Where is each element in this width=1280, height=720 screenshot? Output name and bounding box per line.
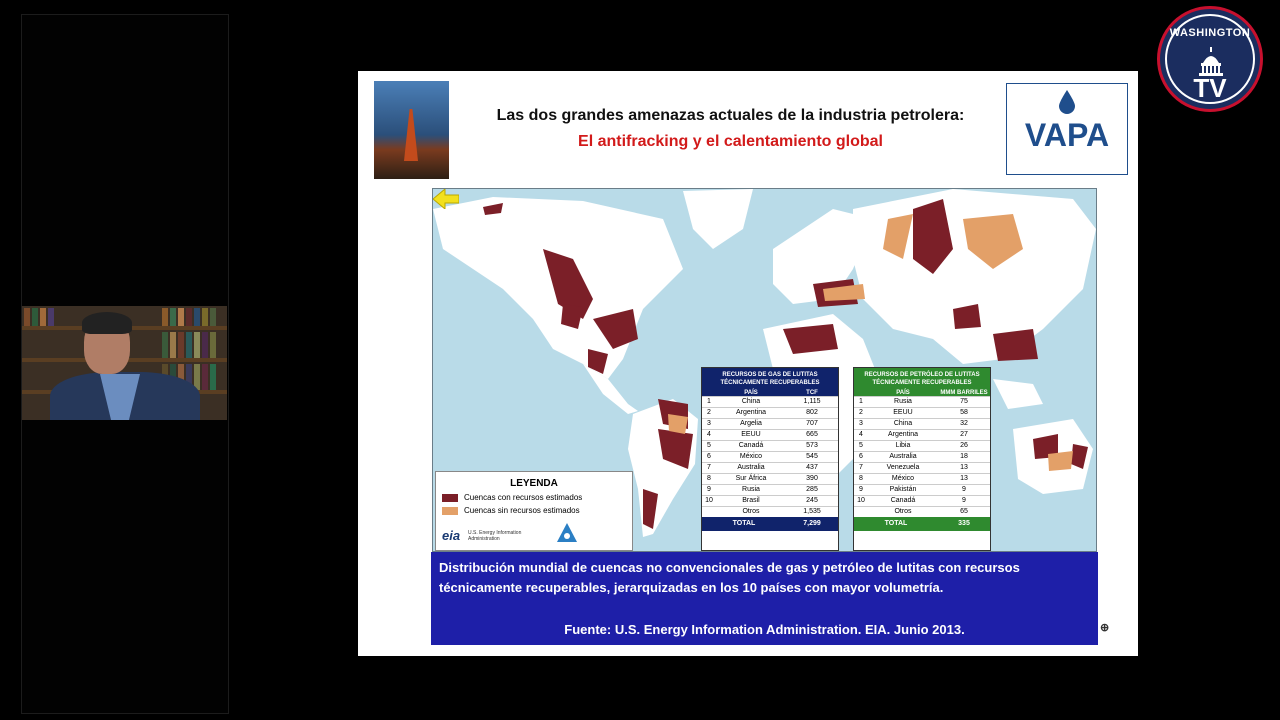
table-cell-value: 9	[962, 486, 966, 493]
books	[162, 332, 216, 358]
total-value: 7,299	[803, 520, 821, 527]
table-cell-value: 27	[960, 431, 968, 438]
arrow-left-icon	[433, 189, 459, 209]
table-cell-value: 390	[806, 475, 818, 482]
legend-item	[442, 506, 632, 515]
table-row	[702, 462, 838, 473]
table-cell-country: México	[891, 475, 915, 482]
vapa-logo	[1006, 83, 1128, 175]
table-cell-rank: 9	[859, 486, 863, 493]
table-cell-value: 75	[960, 398, 968, 405]
table-cell-rank: 6	[707, 453, 711, 460]
column-value: MMM BARRILES	[940, 390, 988, 396]
table-cell-country: Otros	[742, 508, 760, 515]
table-row	[854, 451, 990, 462]
table-cell-value: 9	[962, 497, 966, 504]
table-cell-rank: 10	[705, 497, 713, 504]
table-total-row	[854, 517, 990, 531]
legend-label: Cuencas con recursos estimados	[464, 493, 583, 502]
column-country: PAÍS	[744, 390, 758, 396]
table-cell-country: EEUU	[893, 409, 913, 416]
table-row	[702, 473, 838, 484]
book-cover-image	[374, 81, 449, 179]
table-row	[854, 495, 990, 506]
table-cell-rank: 6	[859, 453, 863, 460]
logo-name: WASHINGTON	[1169, 27, 1251, 39]
slide-caption: Distribución mundial de cuencas no convencionales de gas y petróleo de lutitas con recursos técnicamente recuperables, jerarquizadas en los 10 países con mayor volumetría.	[439, 560, 1020, 595]
table-column-headers	[854, 390, 990, 396]
books	[24, 308, 54, 326]
legend-title: LEYENDA	[510, 478, 558, 489]
table-cell-country: Rusia	[742, 486, 760, 493]
table-cell-country: Brasil	[742, 497, 760, 504]
table-cell-country: Argelia	[740, 420, 762, 427]
legend-swatch-estimated	[442, 494, 458, 502]
table-row	[702, 506, 838, 517]
total-label: TOTAL	[884, 520, 908, 527]
total-value: 335	[958, 520, 970, 527]
table-row	[702, 407, 838, 418]
table-row	[854, 462, 990, 473]
table-cell-country: Canadá	[738, 442, 764, 449]
table-cell-rank: 1	[859, 398, 863, 405]
column-value: TCF	[806, 390, 818, 396]
table-cell-value: 802	[806, 409, 818, 416]
table-row	[702, 484, 838, 495]
table-cell-country: Australia	[889, 453, 917, 460]
table-cell-value: 245	[806, 497, 818, 504]
table-row	[702, 451, 838, 462]
ministry-logo-icon	[556, 522, 578, 544]
total-label: TOTAL	[732, 520, 756, 527]
table-column-headers	[702, 390, 838, 396]
table-cell-country: Argentina	[888, 431, 918, 438]
table-cell-value: 58	[960, 409, 968, 416]
table-cell-rank: 7	[707, 464, 711, 471]
webcam-video-feed[interactable]	[22, 306, 227, 420]
vapa-logo-tagline	[1007, 154, 1127, 161]
table-cell-value: 437	[806, 464, 818, 471]
table-cell-value: 13	[960, 464, 968, 471]
slide-caption-box	[431, 552, 1098, 645]
table-cell-country: Venezuela	[886, 464, 920, 471]
table-cell-value: 32	[960, 420, 968, 427]
slide-title: Las dos grandes amenazas actuales de la industria petrolera:	[496, 107, 965, 124]
table-cell-country: Australia	[737, 464, 765, 471]
table-cell-country: Otros	[894, 508, 912, 515]
table-row	[854, 396, 990, 407]
vapa-logo-text: VAPA	[1024, 117, 1110, 153]
shale-gas-ranking-table	[701, 367, 839, 551]
table-cell-country: China	[893, 420, 913, 427]
slide-source: Fuente: U.S. Energy Information Administration. EIA. Junio 2013.	[564, 622, 965, 637]
legend-swatch-unestimated	[442, 507, 458, 515]
table-cell-country: Libia	[895, 442, 911, 449]
oil-drop-icon	[1059, 90, 1075, 114]
table-cell-rank: 3	[859, 420, 863, 427]
table-cell-value: 13	[960, 475, 968, 482]
table-row	[854, 418, 990, 429]
table-cell-rank: 8	[859, 475, 863, 482]
legend-item	[442, 493, 632, 502]
table-row	[854, 473, 990, 484]
table-cell-value: 18	[960, 453, 968, 460]
table-cell-value: 65	[960, 508, 968, 515]
table-body	[702, 396, 838, 517]
table-total-row	[702, 517, 838, 531]
table-cell-rank: 10	[857, 497, 865, 504]
table-row	[702, 495, 838, 506]
logo-suffix: TV	[1193, 73, 1227, 103]
washington-tv-logo	[1157, 6, 1263, 112]
table-cell-rank: 2	[707, 409, 711, 416]
world-map	[432, 188, 1097, 552]
table-cell-rank: 3	[707, 420, 711, 427]
table-row	[854, 484, 990, 495]
table-cell-value: 1,535	[803, 508, 821, 515]
table-cell-value: 707	[806, 420, 818, 427]
table-header: RECURSOS DE GAS DE LUTITAS TÉCNICAMENTE RECUPERABLES	[702, 368, 838, 390]
table-cell-value: 1,115	[803, 398, 821, 405]
map-legend	[435, 471, 633, 551]
table-cell-rank: 8	[707, 475, 711, 482]
table-row	[854, 440, 990, 451]
speaker-hair	[82, 312, 132, 334]
books	[162, 308, 216, 326]
slide-subtitle: El antifracking y el calentamiento global	[578, 133, 883, 150]
table-body	[854, 396, 990, 517]
table-cell-country: EEUU	[741, 431, 761, 438]
table-cell-rank: 1	[707, 398, 711, 405]
table-row	[702, 429, 838, 440]
table-cell-rank	[854, 507, 868, 517]
table-row	[702, 418, 838, 429]
table-cell-country: Sur África	[735, 475, 767, 482]
table-cell-rank: 7	[859, 464, 863, 471]
table-cell-country: Pakistán	[889, 486, 917, 493]
table-cell-country: Argentina	[736, 409, 766, 416]
oil-rig-image	[404, 109, 418, 161]
column-rank	[702, 390, 716, 396]
table-cell-value: 665	[806, 431, 818, 438]
eia-logo-subtitle: U.S. Energy Information Administration	[468, 530, 522, 542]
table-cell-rank	[702, 507, 716, 517]
column-rank	[854, 390, 868, 396]
table-cell-value: 573	[806, 442, 818, 449]
eia-logo: eia	[442, 528, 461, 543]
table-cell-value: 26	[960, 442, 968, 449]
table-cell-rank: 4	[707, 431, 711, 438]
table-cell-country: China	[741, 398, 761, 405]
table-cell-rank: 5	[707, 442, 711, 449]
column-country: PAÍS	[896, 390, 910, 396]
mouse-cursor-icon: ⊕	[1100, 622, 1110, 634]
table-header: RECURSOS DE PETRÓLEO DE LUTITAS TÉCNICAMENTE RECUPERABLES	[854, 368, 990, 390]
table-cell-country: Canadá	[890, 497, 916, 504]
table-row	[702, 396, 838, 407]
table-row	[702, 440, 838, 451]
table-row	[854, 407, 990, 418]
table-cell-rank: 5	[859, 442, 863, 449]
table-row	[854, 506, 990, 517]
table-cell-rank: 9	[707, 486, 711, 493]
shared-slide	[358, 71, 1138, 656]
table-cell-country: Rusia	[894, 398, 912, 405]
table-cell-rank: 2	[859, 409, 863, 416]
table-cell-country: México	[739, 453, 763, 460]
shale-oil-ranking-table	[853, 367, 991, 551]
legend-label: Cuencas sin recursos estimados	[464, 506, 580, 515]
table-cell-value: 545	[806, 453, 818, 460]
table-cell-rank: 4	[859, 431, 863, 438]
table-row	[854, 429, 990, 440]
table-cell-value: 285	[806, 486, 818, 493]
